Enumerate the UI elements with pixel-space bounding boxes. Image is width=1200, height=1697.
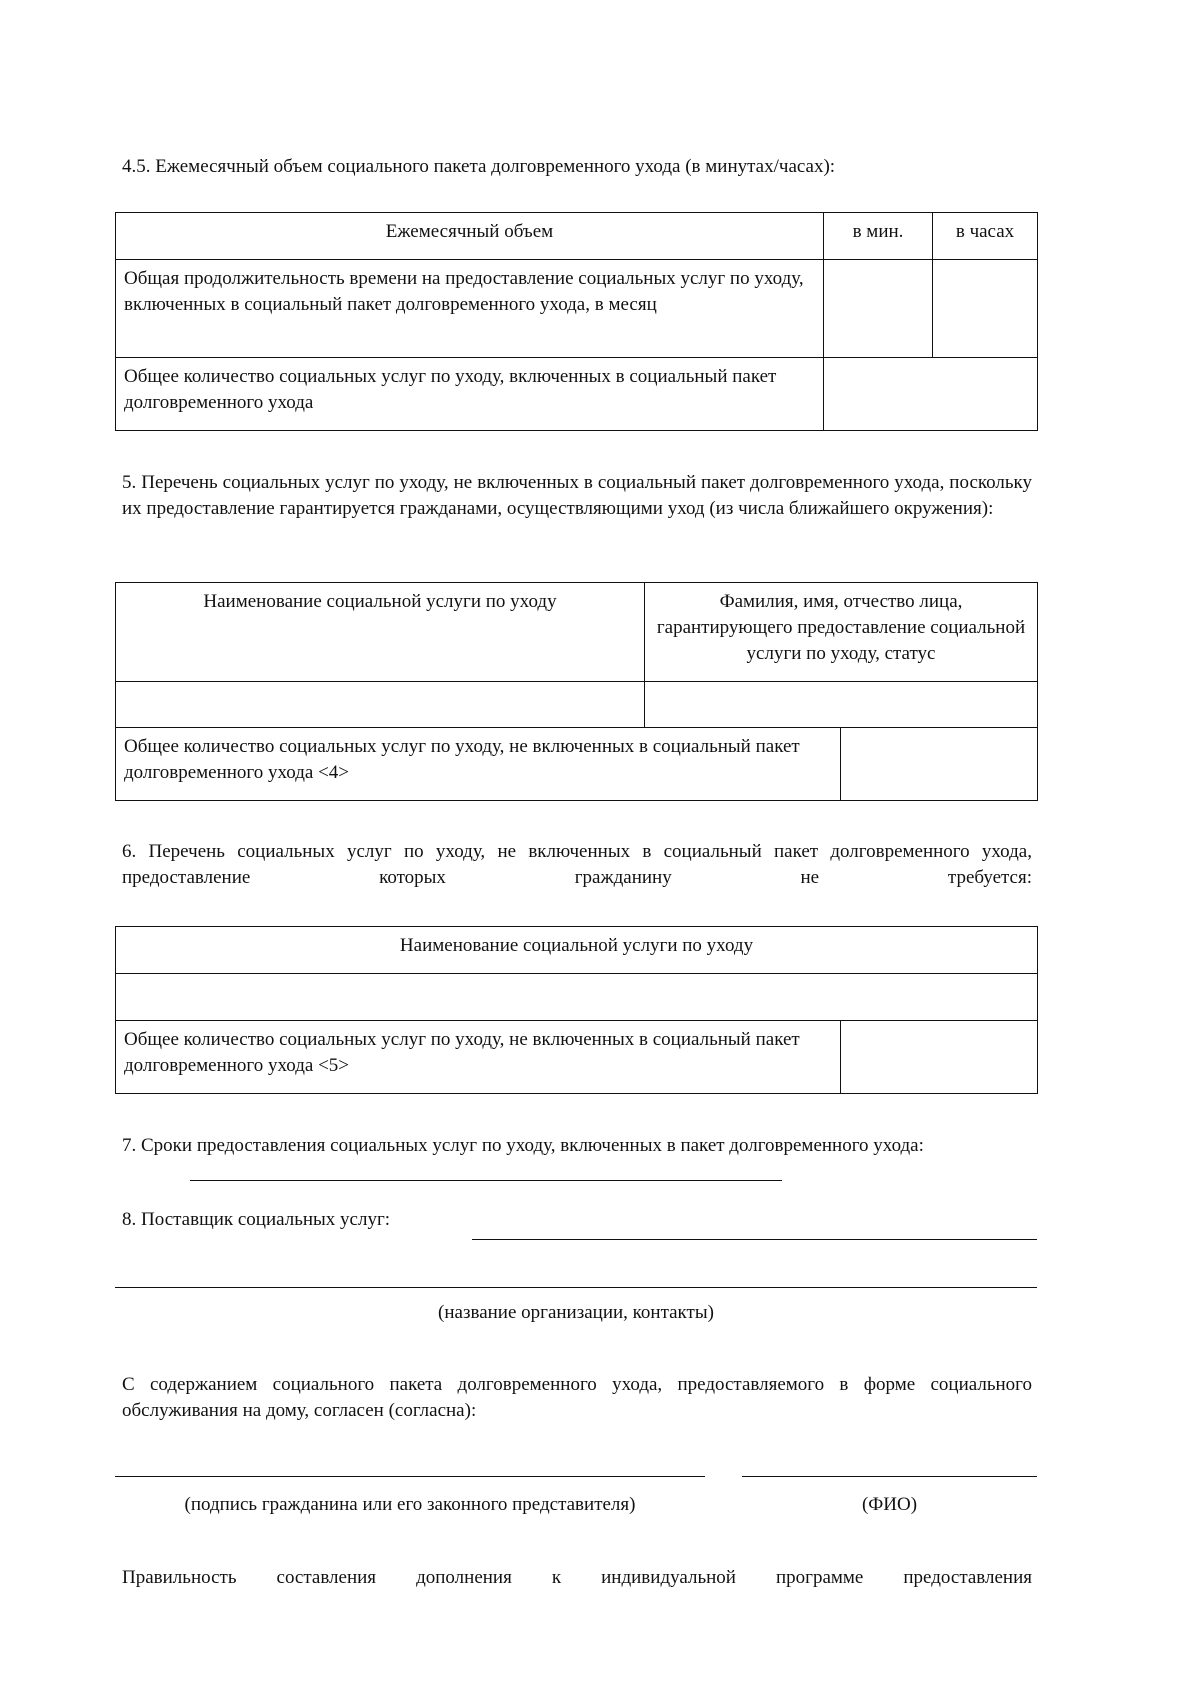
correctness-text: Правильность составления дополнения к индивидуальной программе предоставления xyxy=(122,1567,1032,1588)
col-header-person: Фамилия, имя, отчество лица, гарантирующего предоставление социальной услуги по уходу, статус xyxy=(645,583,1038,682)
name-line[interactable] xyxy=(742,1476,1037,1477)
service-cell[interactable] xyxy=(116,682,645,728)
service-cell[interactable] xyxy=(116,974,1038,1021)
total-value-cell[interactable] xyxy=(841,1021,1038,1094)
not-required-services-table xyxy=(115,926,1038,1094)
person-cell[interactable] xyxy=(645,682,1038,728)
provider-input-line-1[interactable] xyxy=(472,1239,1037,1240)
duration-minutes-cell[interactable] xyxy=(824,260,933,358)
monthly-volume-table xyxy=(115,212,1038,431)
row-total-label: Общее количество социальных услуг по уходу, не включенных в социальный пакет долговременного ухода <5> xyxy=(116,1021,841,1094)
section-4-5-heading: 4.5. Ежемесячный объем социального пакета долговременного ухода (в минутах/часах): xyxy=(122,156,836,177)
signature-line[interactable] xyxy=(115,1476,705,1477)
section-7-text: 7. Сроки предоставления социальных услуг по уходу, включенных в пакет долговременного ухода: xyxy=(122,1135,924,1156)
col-header-volume: Ежемесячный объем xyxy=(116,213,824,260)
total-value-cell[interactable] xyxy=(841,728,1038,801)
total-value-cell[interactable] xyxy=(824,358,1038,431)
row-total-label: Общее количество социальных услуг по уходу, включенных в социальный пакет долговременного ухода xyxy=(116,358,824,431)
section-6-heading: 6. Перечень социальных услуг по уходу, не включенных в социальный пакет долговременного ухода, предоставление которых гражданину не требуется: xyxy=(122,841,1032,888)
signature-caption: (подпись гражданина или его законного представителя) xyxy=(184,1494,636,1515)
provider-input-line-2[interactable] xyxy=(115,1287,1037,1288)
col-header-service: Наименование социальной услуги по уходу xyxy=(116,927,1038,974)
col-header-service: Наименование социальной услуги по уходу xyxy=(116,583,645,682)
consent-text: С содержанием социального пакета долговременного ухода, предоставляемого в форме социального обслуживания на дому, согласен (согласна): xyxy=(122,1374,1032,1421)
name-caption: (ФИО) xyxy=(861,1494,918,1515)
row-total-label: Общее количество социальных услуг по уходу, не включенных в социальный пакет долговременного ухода <4> xyxy=(116,728,841,801)
row-duration-label: Общая продолжительность времени на предоставление социальных услуг по уходу, включенных в социальный пакет долговременного ухода, в месяц xyxy=(116,260,824,358)
duration-hours-cell[interactable] xyxy=(933,260,1038,358)
provider-caption: (название организации, контакты) xyxy=(438,1302,714,1323)
col-header-hours: в часах xyxy=(933,213,1038,260)
section-6-heading-line-1 xyxy=(122,839,1032,891)
provider-label: 8. Поставщик социальных услуг: xyxy=(122,1209,391,1230)
terms-input-line[interactable] xyxy=(190,1180,782,1181)
section-5-heading: 5. Перечень социальных услуг по уходу, не включенных в социальный пакет долговременного ухода, поскольку их предоставление гарантируется гражданами, осуществляющими уход (из числа ближайшего окружения): xyxy=(122,472,1032,519)
col-header-minutes: в мин. xyxy=(824,213,933,260)
guaranteed-services-table xyxy=(115,582,1038,801)
